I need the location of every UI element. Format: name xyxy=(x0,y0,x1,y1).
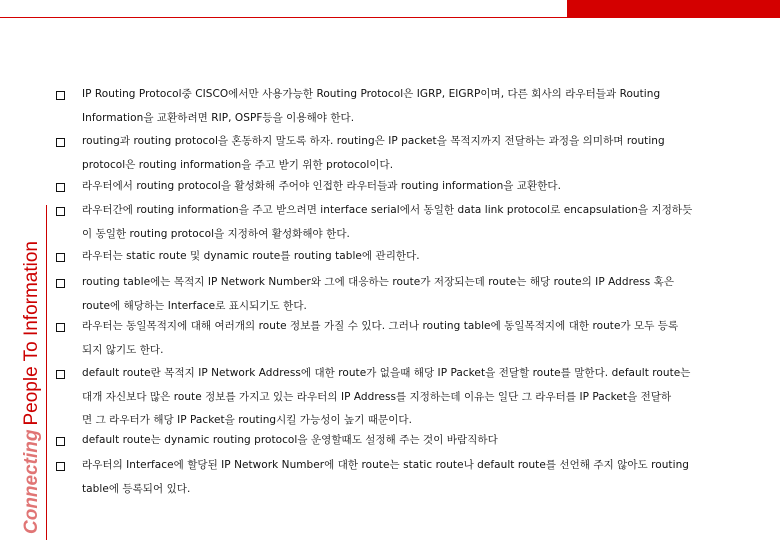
checkbox-bullet-icon xyxy=(56,207,65,216)
bullet-text: 라우터는 동일목적지에 대해 여러개의 route 정보를 가질 수 있다. 그러나 routing table에 동일목적지에 대한 route가 모두 등록 되지 않기도 한다. xyxy=(82,320,679,356)
sidebar-tagline xyxy=(20,204,44,534)
checkbox-bullet-icon xyxy=(56,183,65,192)
bullet-text: default route는 dynamic routing protocol을 운영할때도 설정해 주는 것이 바람직하다 xyxy=(82,434,498,446)
tagline-rest: People To Information xyxy=(21,241,42,426)
bullet-text: 라우터의 Interface에 할당된 IP Network Number에 대한 route는 static route나 default route를 선언해 주지 않아도 routing table에 등록되어 있다. xyxy=(82,459,689,495)
bullet-text: IP Routing Protocol중 CISCO에서만 사용가능한 Routing Protocol은 IGRP, EIGRP이며, 다른 회사의 라우터들과 Routing Information을 교환하려면 RIP, OSPF등을 이용해야 한다. xyxy=(82,88,661,124)
checkbox-bullet-icon xyxy=(56,138,65,147)
sidebar-rule xyxy=(46,205,47,540)
checkbox-bullet-icon xyxy=(56,323,65,332)
bullet-text: 라우터는 static route 및 dynamic route를 routing table에 관리한다. xyxy=(82,250,420,262)
header-rule xyxy=(0,17,780,18)
checkbox-bullet-icon xyxy=(56,462,65,471)
checkbox-bullet-icon xyxy=(56,370,65,379)
tagline-connecting: Connecting xyxy=(21,429,42,534)
checkbox-bullet-icon xyxy=(56,91,65,100)
bullet-text: routing table에는 목적지 IP Network Number와 그에 대응하는 route가 저장되는데 route는 해당 route의 IP Address 혹은 route에 해당하는 Interface로 표시되기도 한다. xyxy=(82,276,675,312)
bullet-text: 라우터간에 routing information을 주고 받으려면 interface serial에서 동일한 data link protocol로 encapsulation을 지정하듯 이 동일한 routing protocol을 지정하여 활성화해야 한다. xyxy=(82,204,693,240)
bullet-text: 라우터에서 routing protocol을 활성화해 주어야 인접한 라우터들과 routing information을 교환한다. xyxy=(82,180,562,192)
bullet-text: default route란 목적지 IP Network Address에 대한 route가 없을때 해당 IP Packet을 전달할 route를 말한다. default route는 대개 자신보다 많은 route 정보를 가지고 있는 라우터의 IP Address를 지정하는데 이유는 일단 그 라우터를 IP Packet을 전달하 면 그 라우터가 해당 IP Packet을 routing시킬 가능성이 높기 때문이다. xyxy=(82,367,691,426)
checkbox-bullet-icon xyxy=(56,279,65,288)
header-accent-block xyxy=(567,0,780,17)
checkbox-bullet-icon xyxy=(56,437,65,446)
bullet-text: routing과 routing protocol을 혼동하지 말도록 하자. routing은 IP packet을 목적지까지 전달하는 과정을 의미하며 routing protocol은 routing information을 주고 받기 위한 protocol이다. xyxy=(82,135,665,171)
checkbox-bullet-icon xyxy=(56,253,65,262)
